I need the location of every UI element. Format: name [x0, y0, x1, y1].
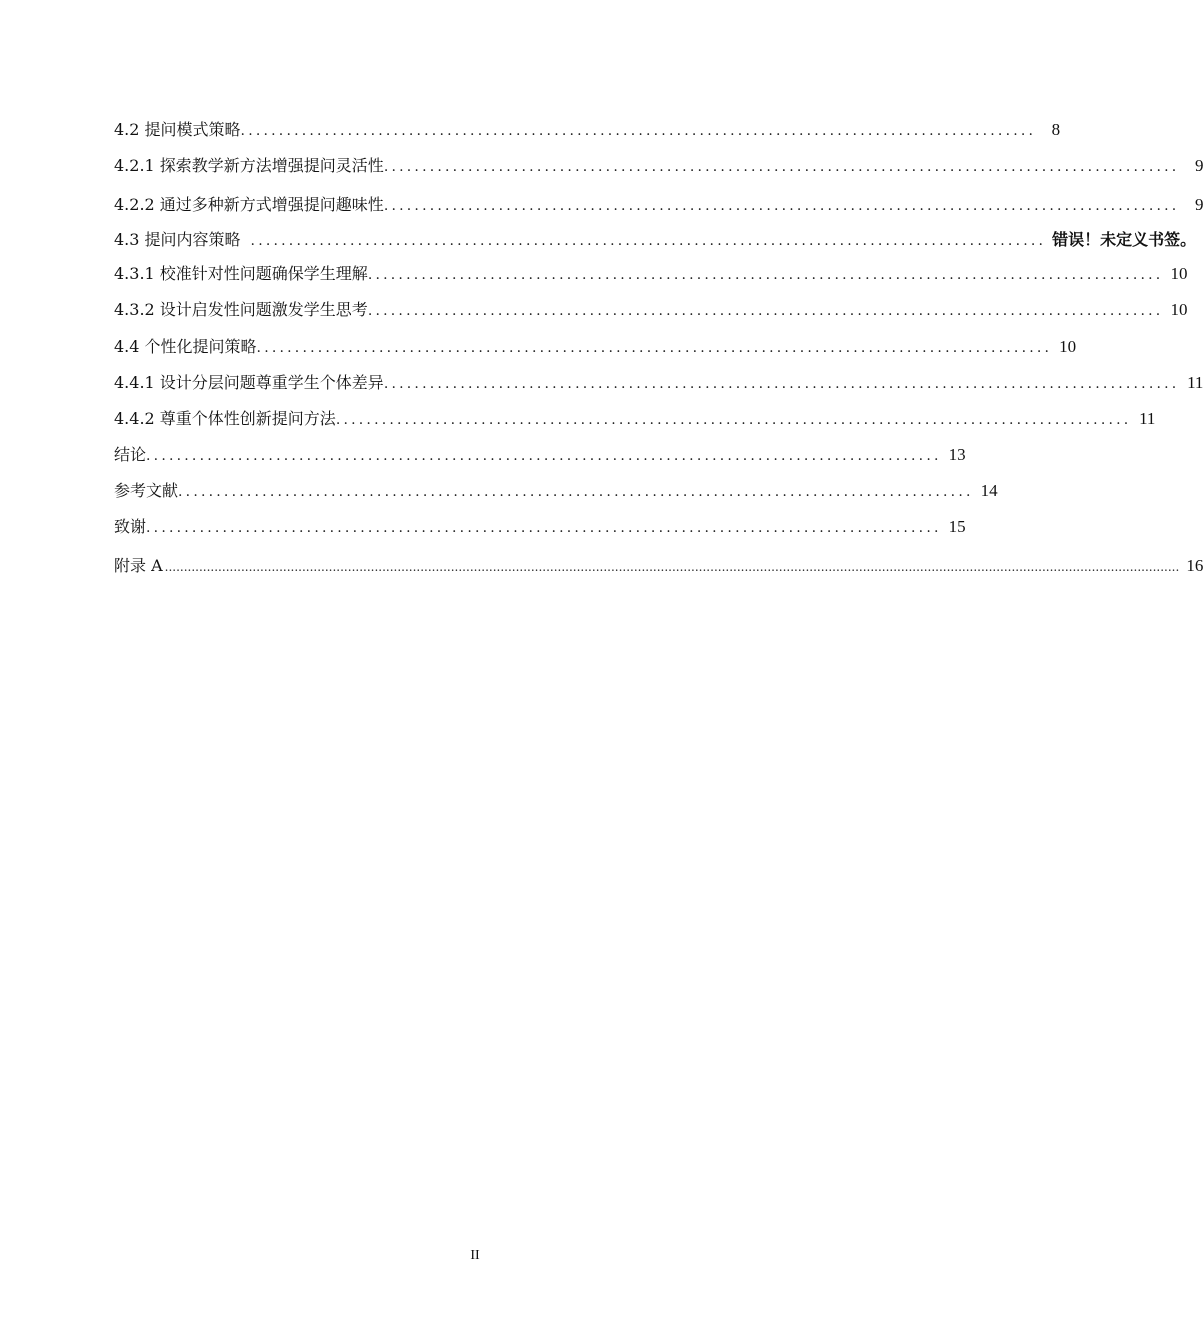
toc-entry-title: 结论 — [114, 445, 147, 464]
dot-leader: ........................................................................................................ — [146, 520, 942, 536]
toc-entry-title: 4.3 提问内容策略 — [114, 230, 241, 249]
toc-entry-title: 附录 A — [114, 556, 163, 575]
toc-entry-page: 9 — [1194, 156, 1203, 175]
dot-leader: ........................................................................................................ — [240, 123, 1037, 139]
toc-entry-page: 11 — [1139, 409, 1156, 428]
toc-entry[interactable] — [114, 407, 1156, 431]
bookmark-error-text: 错误！未定义书签。 — [1052, 230, 1197, 249]
toc-entry-title: 4.2.1 探索教学新方法增强提问灵活性 — [114, 156, 384, 175]
dot-leader: ........................................................................................................ — [256, 340, 1053, 356]
toc-entry[interactable] — [114, 193, 1203, 217]
dot-leader: ........................................................................................................ — [250, 233, 1047, 249]
toc-entry-page: 10 — [1059, 337, 1077, 356]
toc-entry-title: 4.4 个性化提问策略 — [114, 337, 257, 356]
toc-entry-page: 10 — [1170, 300, 1188, 319]
toc-entry-title: 4.4.2 尊重个体性创新提问方法 — [114, 409, 336, 428]
toc-entry-page: 8 — [1051, 120, 1061, 139]
dot-leader: ........................................................................................................ — [146, 448, 942, 464]
toc-entry-title: 4.3.2 设计启发性问题激发学生思考 — [114, 300, 368, 319]
toc-entry-title: 参考文献 — [114, 481, 179, 500]
toc-entry-page: 13 — [948, 445, 966, 464]
toc-entry[interactable] — [114, 515, 966, 539]
dot-leader: ........................................................................................................ — [367, 267, 1164, 283]
toc-entry-page: 11 — [1187, 373, 1203, 392]
toc-entry-title: 致谢 — [114, 517, 147, 536]
toc-entry-page: 16 — [1186, 556, 1203, 575]
toc-entry-page: 15 — [948, 517, 966, 536]
toc-entry[interactable] — [114, 262, 1188, 286]
toc-entry[interactable] — [114, 118, 1061, 142]
dot-leader: ........................................................................................................ — [383, 198, 1180, 214]
dot-leader: .......................................................................................................................................................................................................................................................................... — [164, 560, 1180, 574]
toc-entry-title: 4.3.1 校准针对性问题确保学生理解 — [114, 264, 368, 283]
toc-entry-title: 4.2.2 通过多种新方式增强提问趣味性 — [114, 195, 384, 214]
toc-entry[interactable] — [114, 443, 966, 467]
toc-entry[interactable] — [114, 371, 1203, 395]
dot-leader: ........................................................................................................ — [367, 303, 1164, 319]
page-number-footer: II — [470, 1248, 480, 1263]
toc-entry[interactable] — [114, 154, 1203, 178]
toc-entry[interactable] — [114, 335, 1077, 359]
toc-entry-page: 14 — [980, 481, 998, 500]
toc-entry-page: 10 — [1170, 264, 1188, 283]
toc-entry-page: 9 — [1194, 195, 1203, 214]
dot-leader: ........................................................................................................ — [335, 412, 1132, 428]
dot-leader: ........................................................................................................ — [383, 376, 1180, 392]
toc-entry-title: 4.4.1 设计分层问题尊重学生个体差异 — [114, 373, 384, 392]
toc-entry[interactable] — [114, 228, 1197, 252]
dot-leader: ........................................................................................................ — [383, 159, 1180, 175]
toc-entry[interactable] — [114, 298, 1188, 322]
toc-entry[interactable] — [114, 479, 998, 503]
dot-leader: ........................................................................................................ — [178, 484, 974, 500]
toc-entry[interactable] — [114, 554, 1203, 578]
toc-entry-title: 4.2 提问模式策略 — [114, 120, 241, 139]
